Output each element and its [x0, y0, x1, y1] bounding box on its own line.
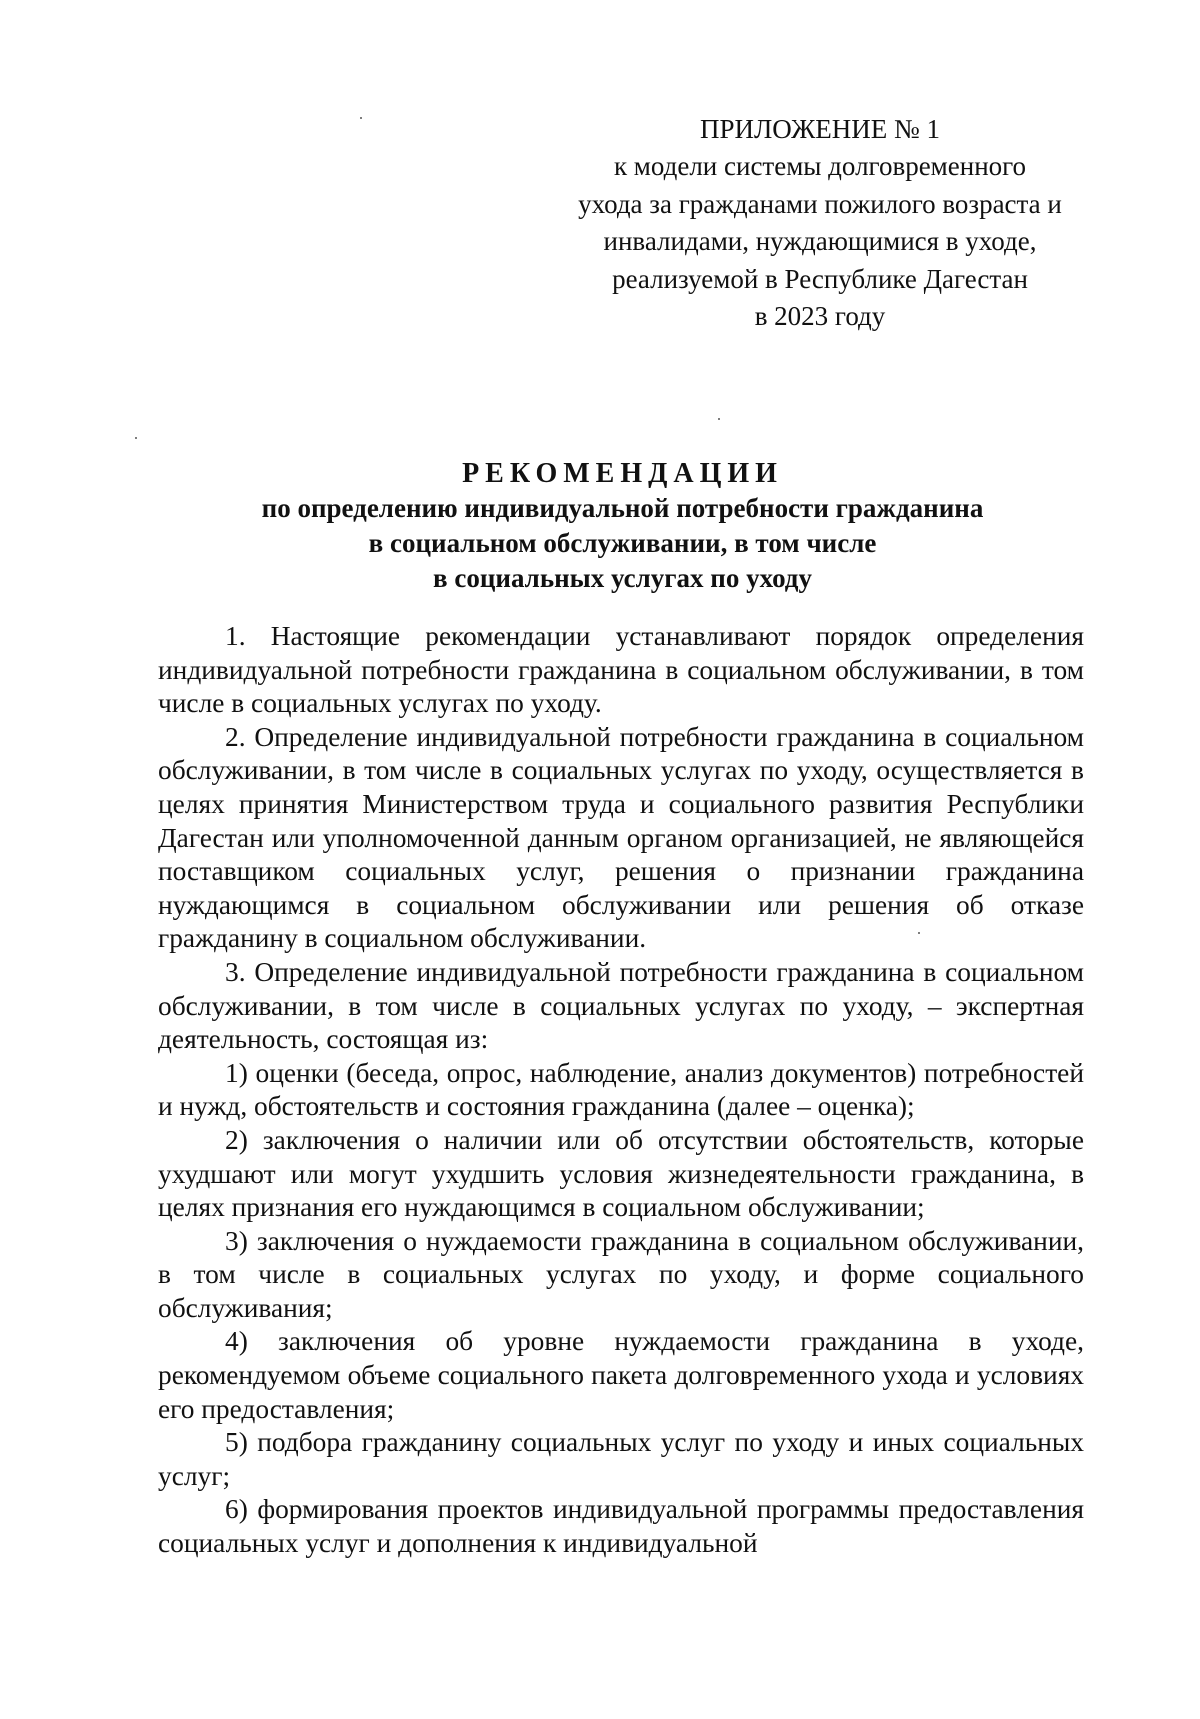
document-subtitle-line: в социальных услугах по уходу — [433, 563, 812, 593]
document-body — [158, 620, 1084, 1561]
list-item: 2) заключения о наличии или об отсутствии обстоятельств, которые ухудшают или могут ухудшить условия жизнедеятельности гражданина, в целях признания его нуждающимся в социальном обслуживании; — [158, 1124, 1084, 1223]
paragraph: 3. Определение индивидуальной потребности гражданина в социальном обслуживании, в том числе в социальных услугах по уходу, – экспертная деятельность, состоящая из: — [158, 956, 1084, 1055]
appendix-line: реализуемой в Республике Дагестан — [612, 263, 1028, 294]
list-item: 5) подбора гражданину социальных услуг по уходу и иных социальных услуг; — [158, 1427, 1084, 1491]
appendix-line: к модели системы долговременного — [613, 151, 1027, 182]
appendix-line: ПРИЛОЖЕНИЕ № 1 — [699, 114, 941, 144]
document-title: РЕКОМЕНДАЦИИ — [462, 458, 783, 489]
appendix-header — [520, 111, 1120, 335]
list-item: 1) оценки (беседа, опрос, наблюдение, анализ документов) потребностей и нужд, обстоятельств и состояния гражданина (далее – оценка); — [158, 1057, 1084, 1122]
list-item: 6) формирования проектов индивидуальной программы предоставления социальных услуг и дополнения к индивидуальной — [158, 1494, 1084, 1559]
list-item: 4) заключения об уровне нуждаемости гражданина в уходе, рекомендуемом объеме социального пакета долговременного ухода и условиях его предоставления; — [158, 1326, 1084, 1424]
appendix-line: в 2023 году — [754, 301, 886, 332]
paragraph: 1. Настоящие рекомендации устанавливают порядок определения индивидуальной потребности гражданина в социальном обслуживании, в том числе в социальных услугах по уходу. — [158, 621, 1084, 719]
scan-speck — [360, 117, 362, 119]
appendix-line: ухода за гражданами пожилого возраста и — [578, 188, 1062, 219]
scan-speck — [135, 437, 137, 439]
paragraph: 2. Определение индивидуальной потребности гражданина в социальном обслуживании, в том числе в социальных услугах по уходу, осуществляется в целях принятия Министерством труда и социального развития Республики Дагестан или уполномоченной данным органом организацией, не являющейся поставщиком социальных услуг, решения о признании гражданина нуждающимся в социальном обслуживании или решения об отказе гражданину в социальном обслуживании. — [158, 721, 1084, 954]
appendix-line: инвалидами, нуждающимися в уходе, — [603, 226, 1037, 257]
list-item: 3) заключения о нуждаемости гражданина в социальном обслуживании, в том числе в социальных услугах по уходу, и форме социального обслуживания; — [158, 1225, 1084, 1323]
document-heading — [158, 456, 1087, 596]
scan-speck — [718, 418, 720, 420]
document-subtitle-line: по определению индивидуальной потребности гражданина — [261, 493, 984, 523]
document-subtitle-line: в социальном обслуживании, в том числе — [368, 528, 877, 558]
